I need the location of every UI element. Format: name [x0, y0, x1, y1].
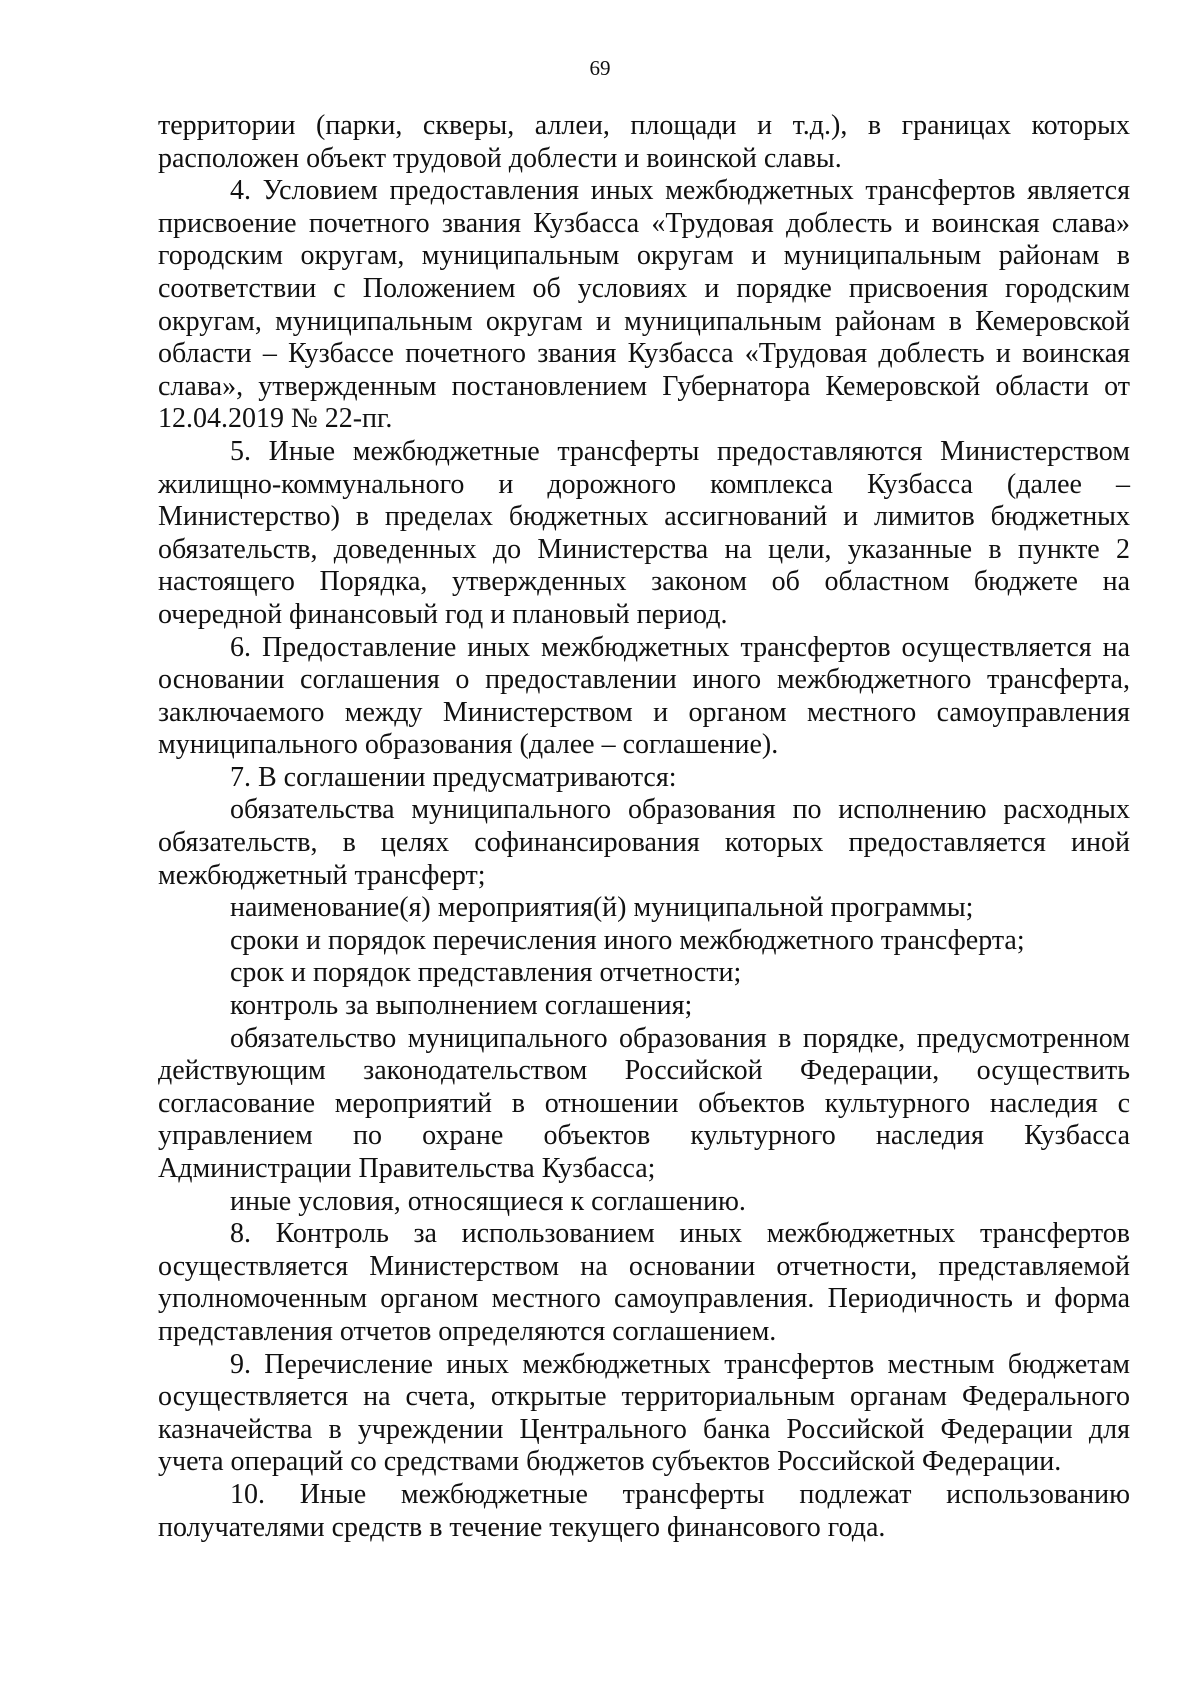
paragraph-item-7: 7. В соглашении предусматриваются:	[230, 761, 677, 793]
list-item-transfer-terms: сроки и порядок перечисления иного межбюджетного трансферта;	[230, 924, 1025, 956]
list-item-program-names: наименование(я) мероприятия(й) муниципальной программы;	[230, 892, 974, 924]
list-item-reporting: срок и порядок представления отчетности;	[230, 957, 742, 989]
paragraph-item-9: 9. Перечисление иных межбюджетных трансфертов местным бюджетам осуществляется на счета, открытые территориальным органам Федерального казначейства в учреждении Центрального банка Российской Федерации для учета операций со средствами бюджетов субъектов Российской Федерации.	[158, 1348, 1130, 1478]
document-body	[158, 110, 1130, 1544]
paragraph-continuation: территории (парки, скверы, аллеи, площади и т.д.), в границах которых расположен объект трудовой доблести и воинской славы.	[158, 110, 1130, 174]
paragraph-item-8: 8. Контроль за использованием иных межбюджетных трансфертов осуществляется Министерством на основании отчетности, представляемой уполномоченным органом местного самоуправления. Периодичность и форма представления отчетов определяются соглашением.	[158, 1218, 1130, 1347]
list-item-control: контроль за выполнением соглашения;	[230, 990, 693, 1022]
paragraph-item-4: 4. Условием предоставления иных межбюджетных трансфертов является присвоение почетного звания Кузбасса «Трудовая доблесть и воинская слава» городским округам, муниципальным округам и муниципальным районам в соответствии с Положением об условиях и порядке присвоения городским округам, муниципальным округам и муниципальным районам в Кемеровской области – Кузбассе почетного звания Кузбасса «Трудовая доблесть и воинская слава», утвержденным постановлением Губернатора Кемеровской области от 12.04.2019 № 22-пг.	[158, 175, 1130, 435]
paragraph-item-6: 6. Предоставление иных межбюджетных трансфертов осуществляется на основании соглашения о предоставлении иного межбюджетного трансферта, заключаемого между Министерством и органом местного самоуправления муниципального образования (далее – соглашение).	[158, 631, 1130, 761]
list-item-heritage-approval: обязательство муниципального образования в порядке, предусмотренном действующим законодательством Российской Федерации, осуществить согласование мероприятий в отношении объектов культурного наследия с управлением по охране объектов культурного наследия Кузбасса Администрации Правительства Кузбасса;	[158, 1022, 1130, 1184]
paragraph-item-5: 5. Иные межбюджетные трансферты предоставляются Министерством жилищно-коммунального и дорожного комплекса Кузбасса (далее – Министерство) в пределах бюджетных ассигнований и лимитов бюджетных обязательств, доведенных до Министерства на цели, указанные в пункте 2 настоящего Порядка, утвержденных законом об областном бюджете на очередной финансовый год и плановый период.	[158, 435, 1130, 630]
paragraph-item-10: 10. Иные межбюджетные трансферты подлежат использованию получателями средств в течение текущего финансового года.	[158, 1478, 1130, 1543]
page-number: 69	[589, 56, 611, 80]
list-item-other-conditions: иные условия, относящиеся к соглашению.	[230, 1185, 746, 1217]
list-item-obligations: обязательства муниципального образования по исполнению расходных обязательств, в целях софинансирования которых предоставляется иной межбюджетный трансферт;	[158, 794, 1130, 891]
